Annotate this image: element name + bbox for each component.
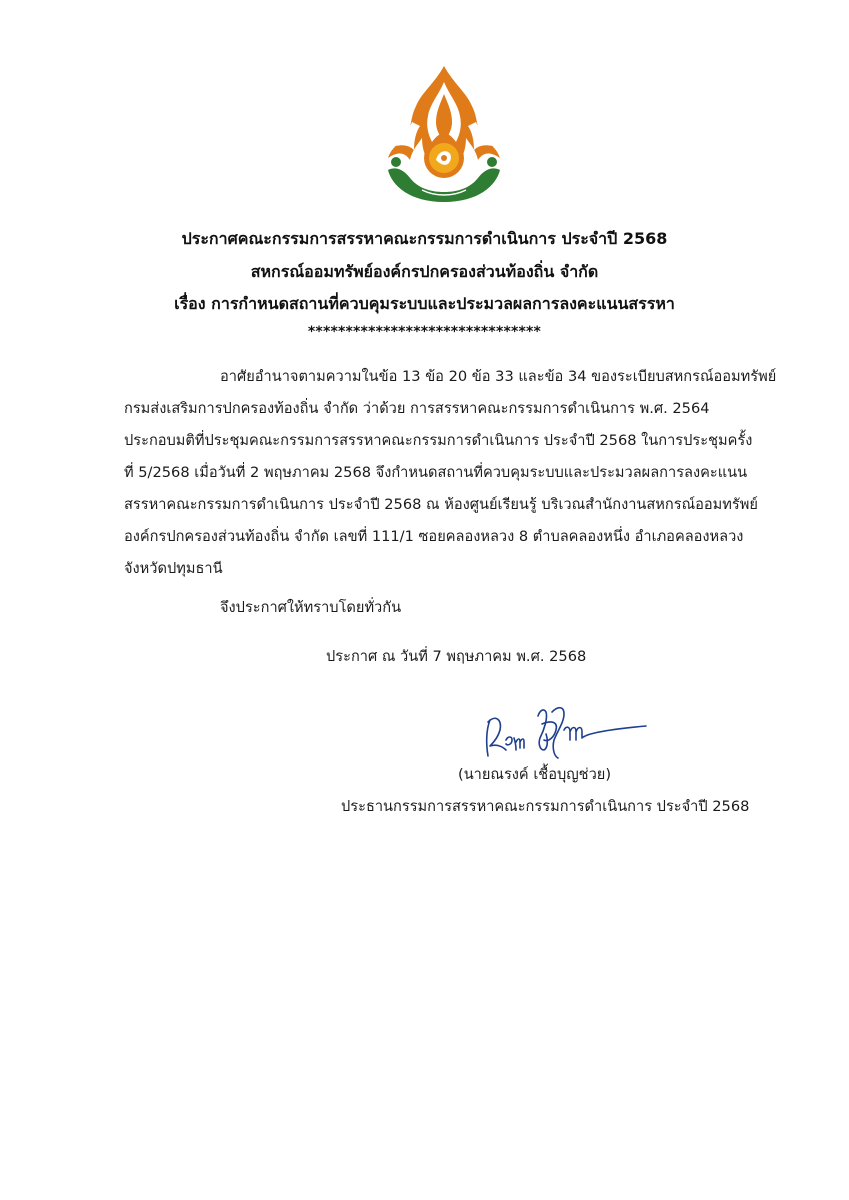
organization-name: สหกรณ์ออมทรัพย์องค์กรปกครองส่วนท้องถิ่น จำกัด [250, 262, 599, 281]
announcement-date: ประกาศ ณ วันที่ 7 พฤษภาคม พ.ศ. 2568 [326, 648, 587, 665]
handwritten-signature [482, 700, 652, 762]
paragraph-line: สรรหาคณะกรรมการดำเนินการ ประจำปี 2568 ณ ห้องศูนย์เรียนรู้ บริเวณสำนักงานสหกรณ์ออมทรัพย์ [124, 496, 758, 513]
announcement-subject: เรื่อง การกำหนดสถานที่ควบคุมระบบและประมวลผลการลงคะแนนสรรหา [174, 294, 675, 313]
paragraph-line: อาศัยอำนาจตามความในข้อ 13 ข้อ 20 ข้อ 33 และข้อ 34 ของระเบียบสหกรณ์ออมทรัพย์ [220, 368, 777, 385]
paragraph-line: องค์กรปกครองส่วนท้องถิ่น จำกัด เลขที่ 111/1 ซอยคลองหลวง 8 ตำบลคลองหนึ่ง อำเภอคลองหลวง [124, 528, 744, 545]
paragraph-line: ประกอบมติที่ประชุมคณะกรรมการสรรหาคณะกรรมการดำเนินการ ประจำปี 2568 ในการประชุมครั้ง [124, 432, 753, 449]
announcement-title: ประกาศคณะกรรมการสรรหาคณะกรรมการดำเนินการ ประจำปี 2568 [181, 229, 668, 248]
paragraph-line: ที่ 5/2568 เมื่อวันที่ 2 พฤษภาคม 2568 จึงกำหนดสถานที่ควบคุมระบบและประมวลผลการลงคะแนน [124, 464, 748, 481]
closing-statement: จึงประกาศให้ทราบโดยทั่วกัน [220, 599, 402, 616]
paragraph-line: จังหวัดปทุมธานี [124, 560, 223, 577]
signatory-position: ประธานกรรมการสรรหาคณะกรรมการดำเนินการ ประจำปี 2568 [341, 798, 750, 815]
header-separator: ******************************* [307, 324, 542, 340]
cooperative-emblem-icon [382, 62, 506, 206]
paragraph-line: กรมส่งเสริมการปกครองท้องถิ่น จำกัด ว่าด้วย การสรรหาคณะกรรมการดำเนินการ พ.ศ. 2564 [124, 400, 710, 417]
signatory-name: (นายณรงค์ เชื้อบุญช่วย) [458, 766, 612, 783]
